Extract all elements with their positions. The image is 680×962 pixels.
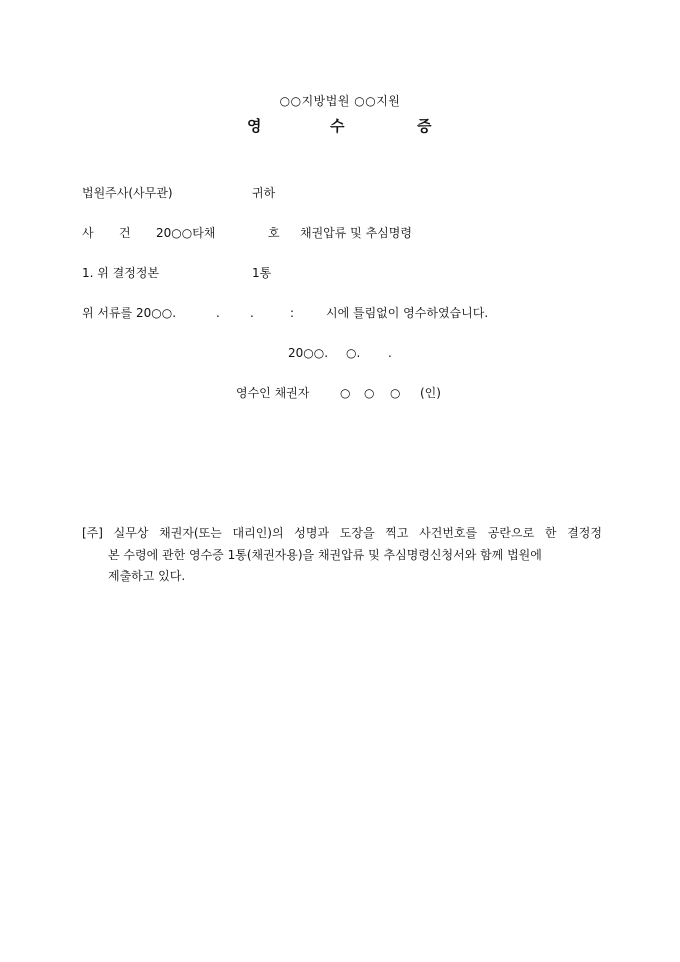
title-char-2: 수 [330, 117, 345, 135]
note-block [82, 523, 602, 588]
case-type: 채권압류 및 추심명령 [300, 226, 412, 240]
note-line-1: [주] 실무상 채권자(또는 대리인)의 성명과 도장을 찍고 사건번호를 공란으로 한 결정정 [82, 526, 602, 540]
case-number: 20○○타채 [156, 226, 216, 240]
date-day: . [388, 346, 392, 360]
receipt-prefix: 위 서류를 20○○. [82, 306, 177, 320]
signer-name-char-1: ○ [340, 386, 351, 400]
item-qty: 1통 [252, 266, 272, 280]
date-year: 20○○. [288, 346, 329, 360]
receipt-dot-2: . [250, 306, 254, 320]
recipient-honorific: 귀하 [252, 186, 276, 200]
receipt-colon: : [290, 306, 295, 320]
signer-name-char-2: ○ [364, 386, 375, 400]
note-line-3: 제출하고 있다. [108, 569, 186, 583]
signer-label: 영수인 채권자 [236, 386, 310, 400]
recipient-name: 법원주사(사무관) [82, 186, 173, 200]
receipt-dot-1: . [216, 306, 220, 320]
case-label-1: 사 [82, 226, 94, 240]
title-char-3: 증 [417, 117, 432, 135]
case-label-2: 건 [119, 226, 131, 240]
note-line-2: 본 수령에 관한 영수증 1통(채권자용)을 채권압류 및 추심명령신청서와 함께 법원에 [108, 547, 542, 562]
receipt-suffix: 시에 틀림없이 영수하였습니다. [326, 306, 489, 320]
signer-name-char-3: ○ [390, 386, 401, 400]
date-month: ○. [346, 346, 361, 360]
item-label: 1. 위 결정정본 [82, 266, 160, 280]
signer-seal: (인) [420, 386, 441, 400]
court-name: ○○지방법원 ○○지원 [279, 94, 401, 108]
title-char-1: 영 [247, 117, 262, 135]
case-ho: 호 [268, 226, 280, 240]
